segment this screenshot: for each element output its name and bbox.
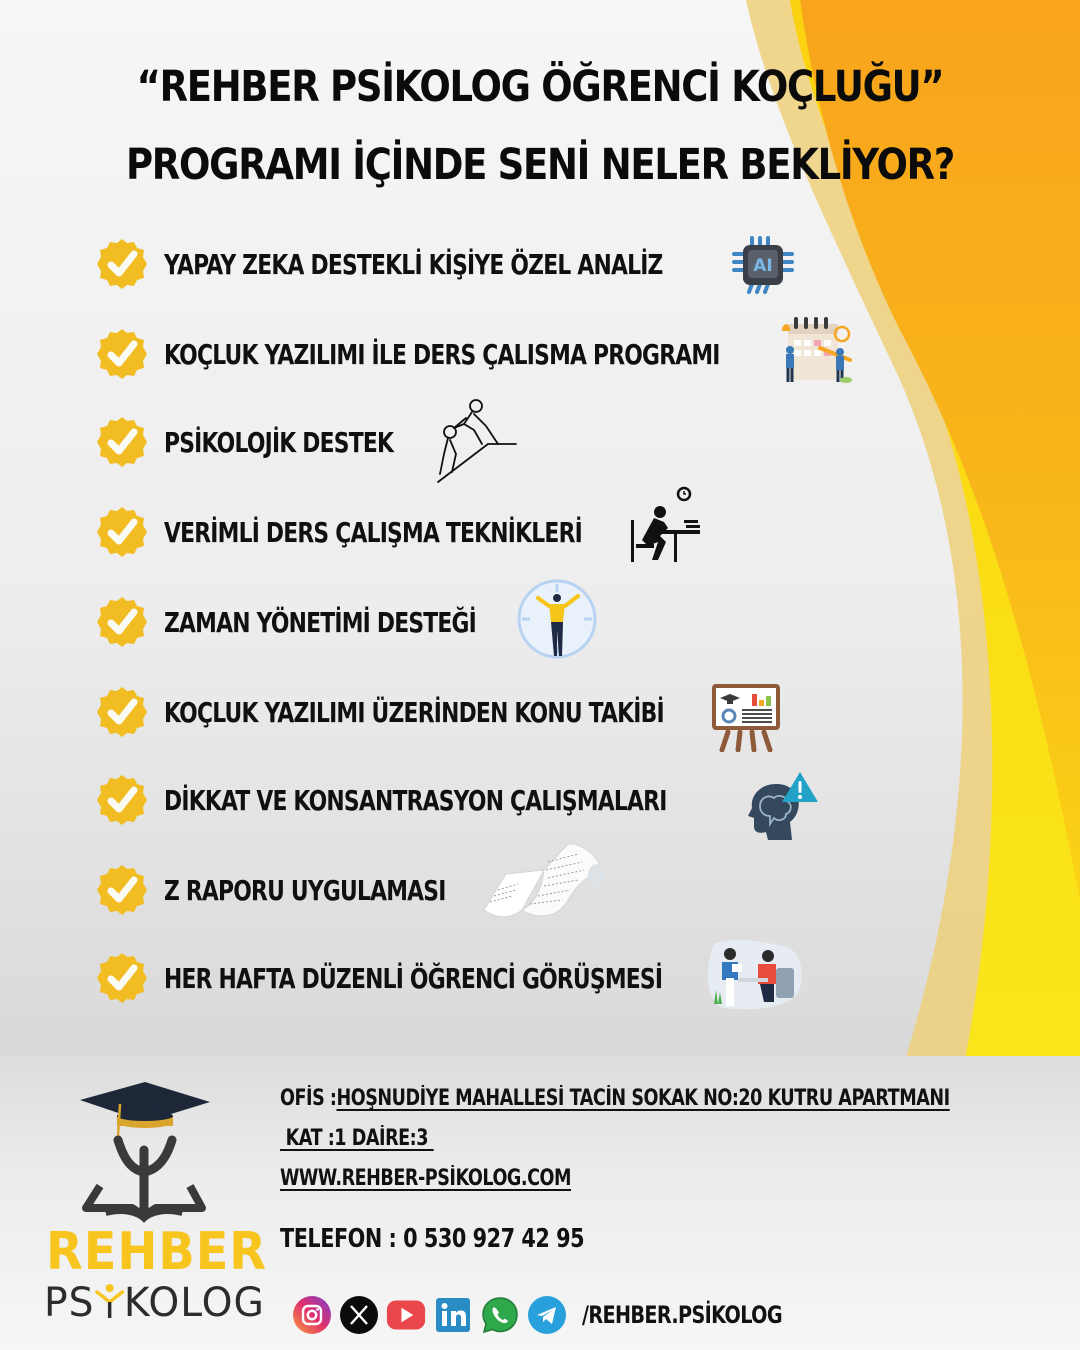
whatsapp-icon[interactable]	[480, 1295, 520, 1335]
list-item	[94, 234, 803, 294]
ai-chip-icon	[730, 234, 796, 296]
student-desk-clock-icon	[628, 484, 704, 562]
svg-text:AI: AI	[753, 256, 773, 276]
feature-label: VERİMLİ DERS ÇALIŞMA TEKNİKLERİ	[164, 515, 582, 549]
person-y-icon	[94, 1282, 123, 1320]
logo-text-psikolog	[44, 1280, 265, 1326]
website-link[interactable]: WWW.REHBER-PSİKOLOG.COM	[280, 1166, 572, 1191]
social-links	[292, 1295, 832, 1335]
list-item	[94, 860, 525, 920]
meeting-people-icon	[704, 938, 804, 1010]
check-badge-icon	[94, 504, 150, 560]
social-handle[interactable]: /REHBER.PSİKOLOG	[582, 1301, 782, 1329]
instagram-icon[interactable]	[292, 1295, 332, 1335]
helping-hand-climb-icon	[436, 396, 520, 484]
clock-person-icon	[516, 578, 598, 660]
check-badge-icon	[94, 772, 150, 828]
check-badge-icon	[94, 684, 150, 740]
feature-label: YAPAY ZEKA DESTEKLİ KİŞİYE ÖZEL ANALİZ	[164, 247, 663, 281]
check-badge-icon	[94, 862, 150, 918]
office-address-line-2: KAT :1 DAİRE:3	[280, 1126, 434, 1151]
title-line-2: PROGRAMI İÇİNDE SENİ NELER BEKLİYOR?	[125, 140, 955, 190]
list-item	[94, 770, 808, 830]
list-item	[94, 948, 803, 1008]
feature-label: ZAMAN YÖNETİMİ DESTEĞİ	[164, 605, 477, 639]
youtube-icon[interactable]	[386, 1295, 426, 1335]
feature-label: PSİKOLOJİK DESTEK	[164, 425, 394, 459]
logo-text-kolog: KOLOG	[123, 1280, 265, 1326]
telegram-icon[interactable]	[527, 1295, 567, 1335]
presentation-board-icon	[710, 682, 784, 752]
logo-text-ps: PS	[44, 1280, 95, 1326]
office-address: HOŞNUDİYE MAHALLESİ TACİN SOKAK NO:20 KUTRU APARTMANI	[336, 1086, 950, 1111]
linkedin-icon[interactable]	[433, 1295, 473, 1335]
receipt-report-icon	[478, 840, 608, 922]
list-item	[94, 682, 805, 742]
list-item	[94, 592, 564, 652]
page-title	[76, 48, 1005, 204]
office-address-line	[280, 1086, 950, 1111]
phone-number[interactable]: TELEFON : 0 530 927 42 95	[280, 1224, 585, 1254]
check-badge-icon	[94, 594, 150, 650]
list-item	[94, 324, 876, 384]
head-brain-alert-icon	[746, 770, 820, 842]
office-label: OFİS :	[280, 1086, 337, 1111]
logo-text-rehber: REHBER	[46, 1222, 268, 1282]
x-twitter-icon[interactable]	[339, 1295, 379, 1335]
check-badge-icon	[94, 326, 150, 382]
check-badge-icon	[94, 414, 150, 470]
check-badge-icon	[94, 950, 150, 1006]
feature-label: KOÇLUK YAZILIMI ÜZERİNDEN KONU TAKİBİ	[164, 695, 664, 729]
feature-label: Z RAPORU UYGULAMASI	[164, 873, 446, 907]
check-badge-icon	[94, 236, 150, 292]
feature-label: KOÇLUK YAZILIMI İLE DERS ÇALISMA PROGRAMI	[164, 337, 720, 371]
calendar-planning-icon	[778, 314, 854, 384]
title-line-1: “REHBER PSİKOLOG ÖĞRENCİ KOÇLUĞU”	[136, 62, 944, 112]
list-item	[94, 412, 458, 472]
list-item	[94, 502, 700, 562]
feature-label: HER HAFTA DÜZENLİ ÖĞRENCİ GÖRÜŞMESİ	[164, 961, 663, 995]
logo-mortarboard-psi-book	[40, 1080, 260, 1230]
feature-label: DİKKAT VE KONSANTRASYON ÇALIŞMALARI	[164, 783, 667, 817]
